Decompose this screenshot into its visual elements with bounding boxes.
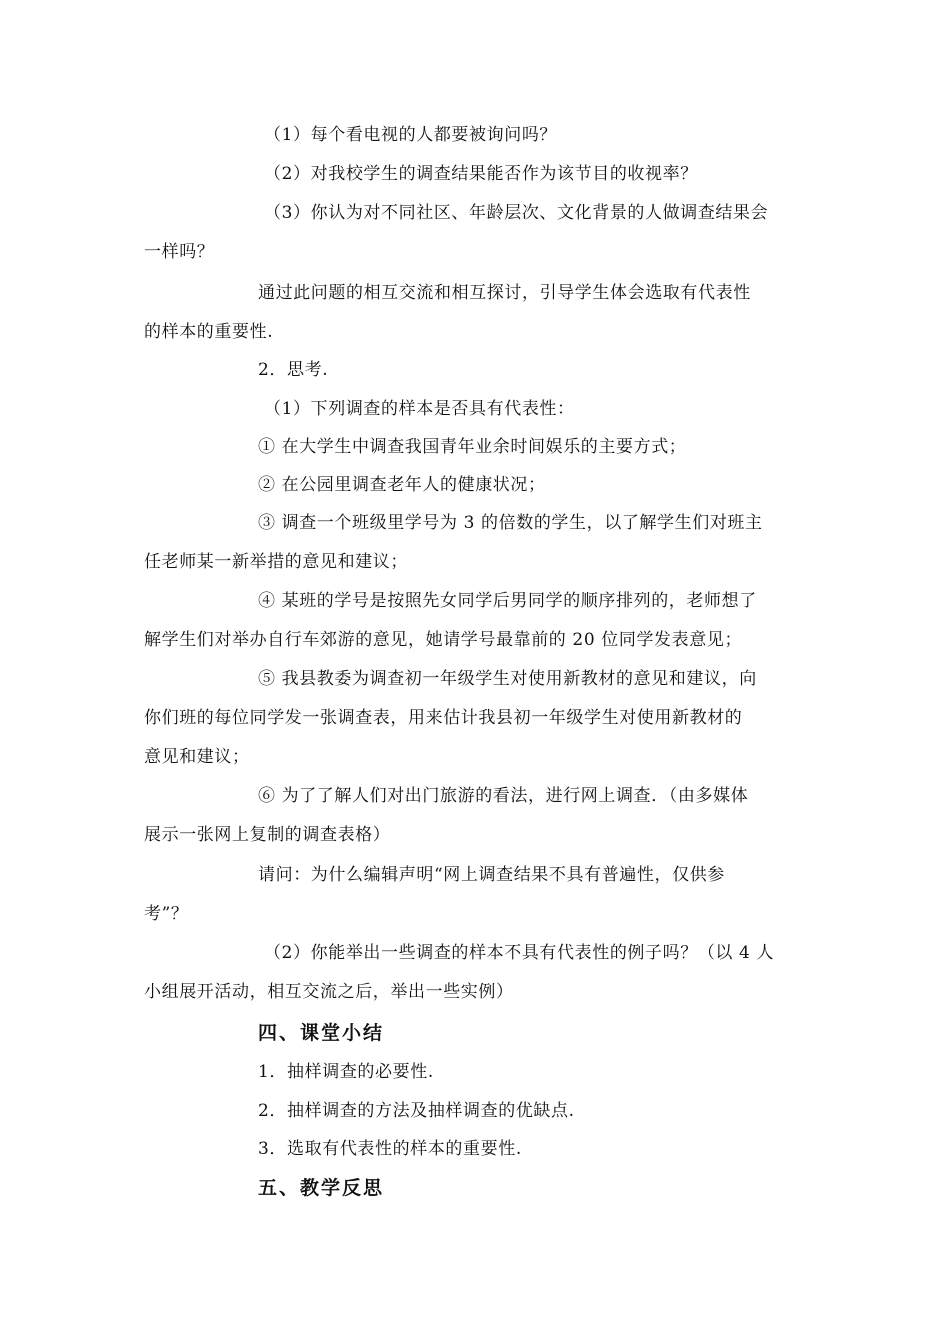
thinking-sub-question-1: （1）下列调查的样本是否具有代表性： [264, 399, 575, 419]
sample-item-5-line-1: ⑤ 我县教委为调查初一年级学生对使用新教材的意见和建议，向 [258, 669, 757, 689]
discussion-summary-line-1: 通过此问题的相互交流和相互探讨，引导学生体会选取有代表性 [258, 283, 751, 303]
question-3-line-1: （3）你认为对不同社区、年龄层次、文化背景的人做调查结果会 [264, 203, 769, 223]
summary-point-2: 2．抽样调查的方法及抽样调查的优缺点. [258, 1101, 575, 1121]
sample-item-3-line-2: 任老师某一新举措的意见和建议； [144, 552, 408, 572]
question-3-line-2: 一样吗？ [144, 242, 215, 262]
summary-point-3: 3．选取有代表性的样本的重要性. [258, 1139, 522, 1159]
section-4-heading: 四、课堂小结 [258, 1022, 385, 1044]
thinking-heading: 2．思考. [258, 360, 329, 380]
question-ask-line-1: 请问：为什么编辑声明“网上调查结果不具有普遍性，仅供参 [258, 865, 725, 885]
question-1: （1）每个看电视的人都要被询问吗？ [264, 125, 558, 145]
sample-item-6-line-2: 展示一张网上复制的调查表格） [144, 825, 391, 845]
sample-item-2: ② 在公园里调查老年人的健康状况； [258, 475, 546, 495]
discussion-summary-line-2: 的样本的重要性. [144, 322, 274, 342]
sample-item-4-line-1: ④ 某班的学号是按照先女同学后男同学的顺序排列的，老师想了 [258, 591, 757, 611]
sample-item-5-line-2: 你们班的每位同学发一张调查表，用来估计我县初一年级学生对使用新教材的 [144, 708, 743, 728]
sample-item-4-line-2: 解学生们对举办自行车郊游的意见，她请学号最靠前的 20 位同学发表意见； [144, 630, 743, 650]
section-5-heading: 五、教学反思 [258, 1177, 385, 1199]
question-2: （2）对我校学生的调查结果能否作为该节目的收视率？ [264, 164, 698, 184]
sample-item-1: ① 在大学生中调查我国青年业余时间娱乐的主要方式； [258, 437, 687, 457]
question-ask-line-2: 考”？ [144, 904, 189, 924]
sample-item-3-line-1: ③ 调查一个班级里学号为 3 的倍数的学生，以了解学生们对班主 [258, 513, 763, 533]
sample-item-5-line-3: 意见和建议； [144, 747, 250, 767]
thinking-sub-question-2-line-1: （2）你能举出一些调查的样本不具有代表性的例子吗？（以 4 人 [264, 943, 775, 963]
sample-item-6-line-1: ⑥ 为了了解人们对出门旅游的看法，进行网上调查．（由多媒体 [258, 786, 749, 806]
summary-point-1: 1．抽样调查的必要性. [258, 1062, 434, 1082]
thinking-sub-question-2-line-2: 小组展开活动，相互交流之后，举出一些实例） [144, 982, 514, 1002]
